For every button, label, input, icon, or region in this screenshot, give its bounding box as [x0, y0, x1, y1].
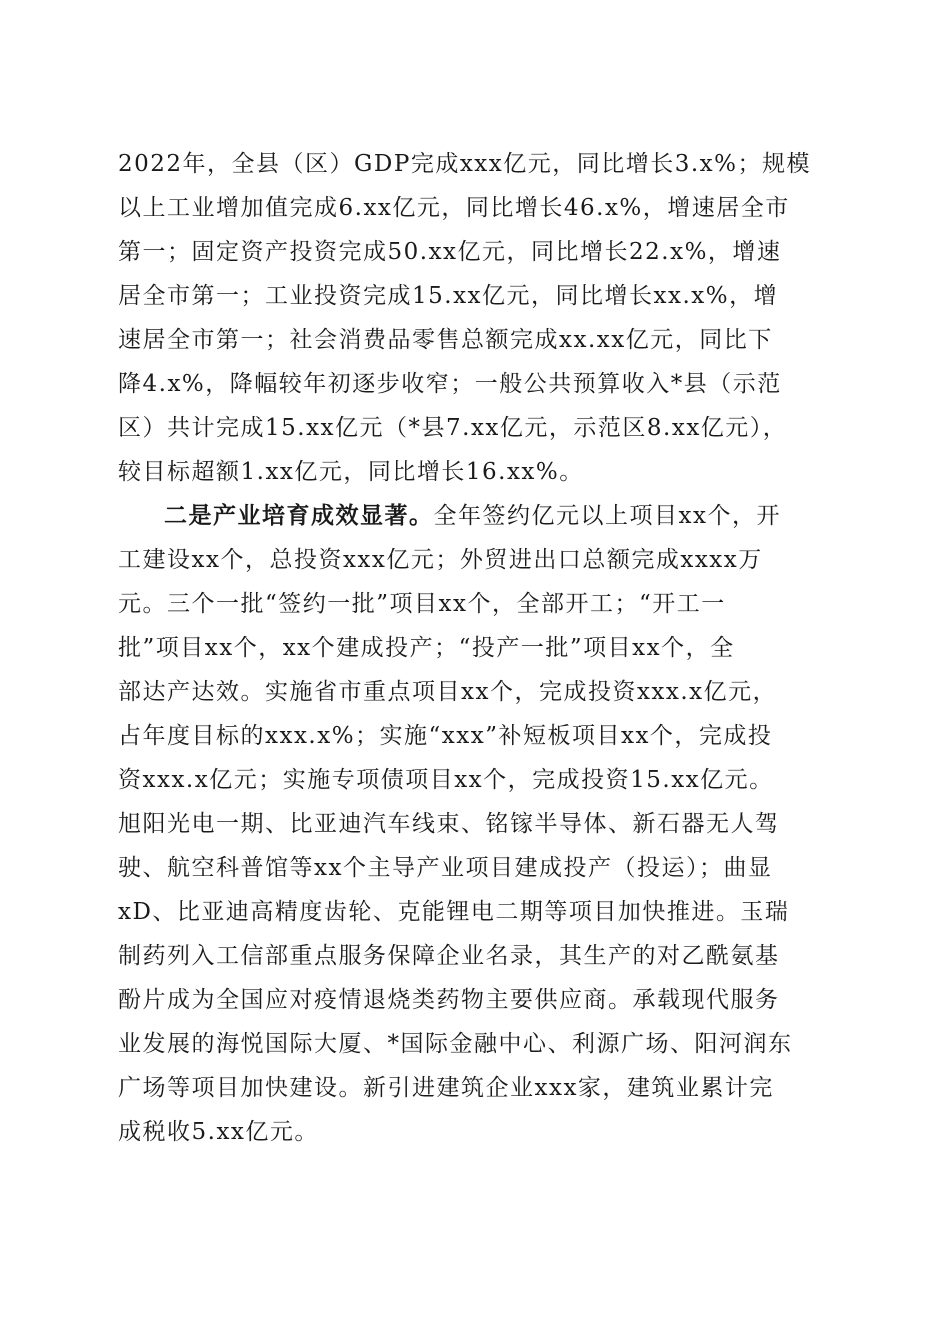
paragraph-line: 以上工业增加值完成6.xx亿元，同比增长46.x%，增速居全市: [118, 195, 790, 221]
paragraph-line: 占年度目标的xxx.x%；实施“xxx”补短板项目xx个，完成投: [118, 723, 773, 749]
paragraph-line: 降4.x%，降幅较年初逐步收窄；一般公共预算收入*县（示范: [118, 371, 782, 397]
paragraph-line: 酚片成为全国应对疫情退烧类药物主要供应商。承载现代服务: [118, 987, 780, 1013]
paragraph-line: xD、比亚迪高精度齿轮、克能锂电二期等项目加快推进。玉瑞: [118, 899, 790, 925]
section-lead-heading: 二是产业培育成效显著。: [164, 502, 434, 529]
paragraph-line: 资xxx.x亿元；实施专项债项目xx个，完成投资15.xx亿元。: [118, 767, 774, 793]
paragraph-line: 业发展的海悦国际大厦、*国际金融中心、利源广场、阳河润东: [118, 1031, 793, 1057]
paragraph-line: 区）共计完成15.xx亿元（*县7.xx亿元，示范区8.xx亿元），: [118, 415, 788, 441]
paragraph-line: 制药列入工信部重点服务保障企业名录，其生产的对乙酰氨基: [118, 943, 780, 969]
paragraph-economic-summary: [118, 142, 838, 494]
paragraph-industry-cultivation: [118, 494, 838, 1154]
paragraph-line: 2022年，全县（区）GDP完成xxx亿元，同比增长3.x%；规模: [118, 151, 812, 177]
document-body: [118, 142, 838, 1154]
paragraph-line: 驶、航空科普馆等xx个主导产业项目建成投产（投运）；曲显: [118, 855, 773, 881]
paragraph-line: 广场等项目加快建设。新引进建筑企业xxx家，建筑业累计完: [118, 1075, 774, 1101]
paragraph-first-line: [118, 494, 838, 538]
paragraph-line: 批”项目xx个，xx个建成投产；“投产一批”项目xx个，全: [118, 635, 735, 661]
paragraph-line: 速居全市第一；社会消费品零售总额完成xx.xx亿元，同比下: [118, 327, 773, 353]
paragraph-line-rest: 全年签约亿元以上项目xx个，开: [433, 503, 781, 529]
paragraph-line: 居全市第一；工业投资完成15.xx亿元，同比增长xx.x%，增: [118, 283, 779, 309]
paragraph-line: 旭阳光电一期、比亚迪汽车线束、铭镓半导体、新石器无人驾: [118, 811, 780, 837]
paragraph-line: 较目标超额1.xx亿元，同比增长16.xx%。: [118, 459, 584, 485]
paragraph-line: 部达产达效。实施省市重点项目xx个，完成投资xxx.x亿元，: [118, 679, 778, 705]
paragraph-line: 第一；固定资产投资完成50.xx亿元，同比增长22.x%，增速: [118, 239, 782, 265]
paragraph-line: 元。三个一批“签约一批”项目xx个，全部开工；“开工一: [118, 591, 726, 617]
paragraph-line: 成税收5.xx亿元。: [118, 1119, 319, 1145]
paragraph-line: 工建设xx个，总投资xxx亿元；外贸进出口总额完成xxxx万: [118, 547, 763, 573]
